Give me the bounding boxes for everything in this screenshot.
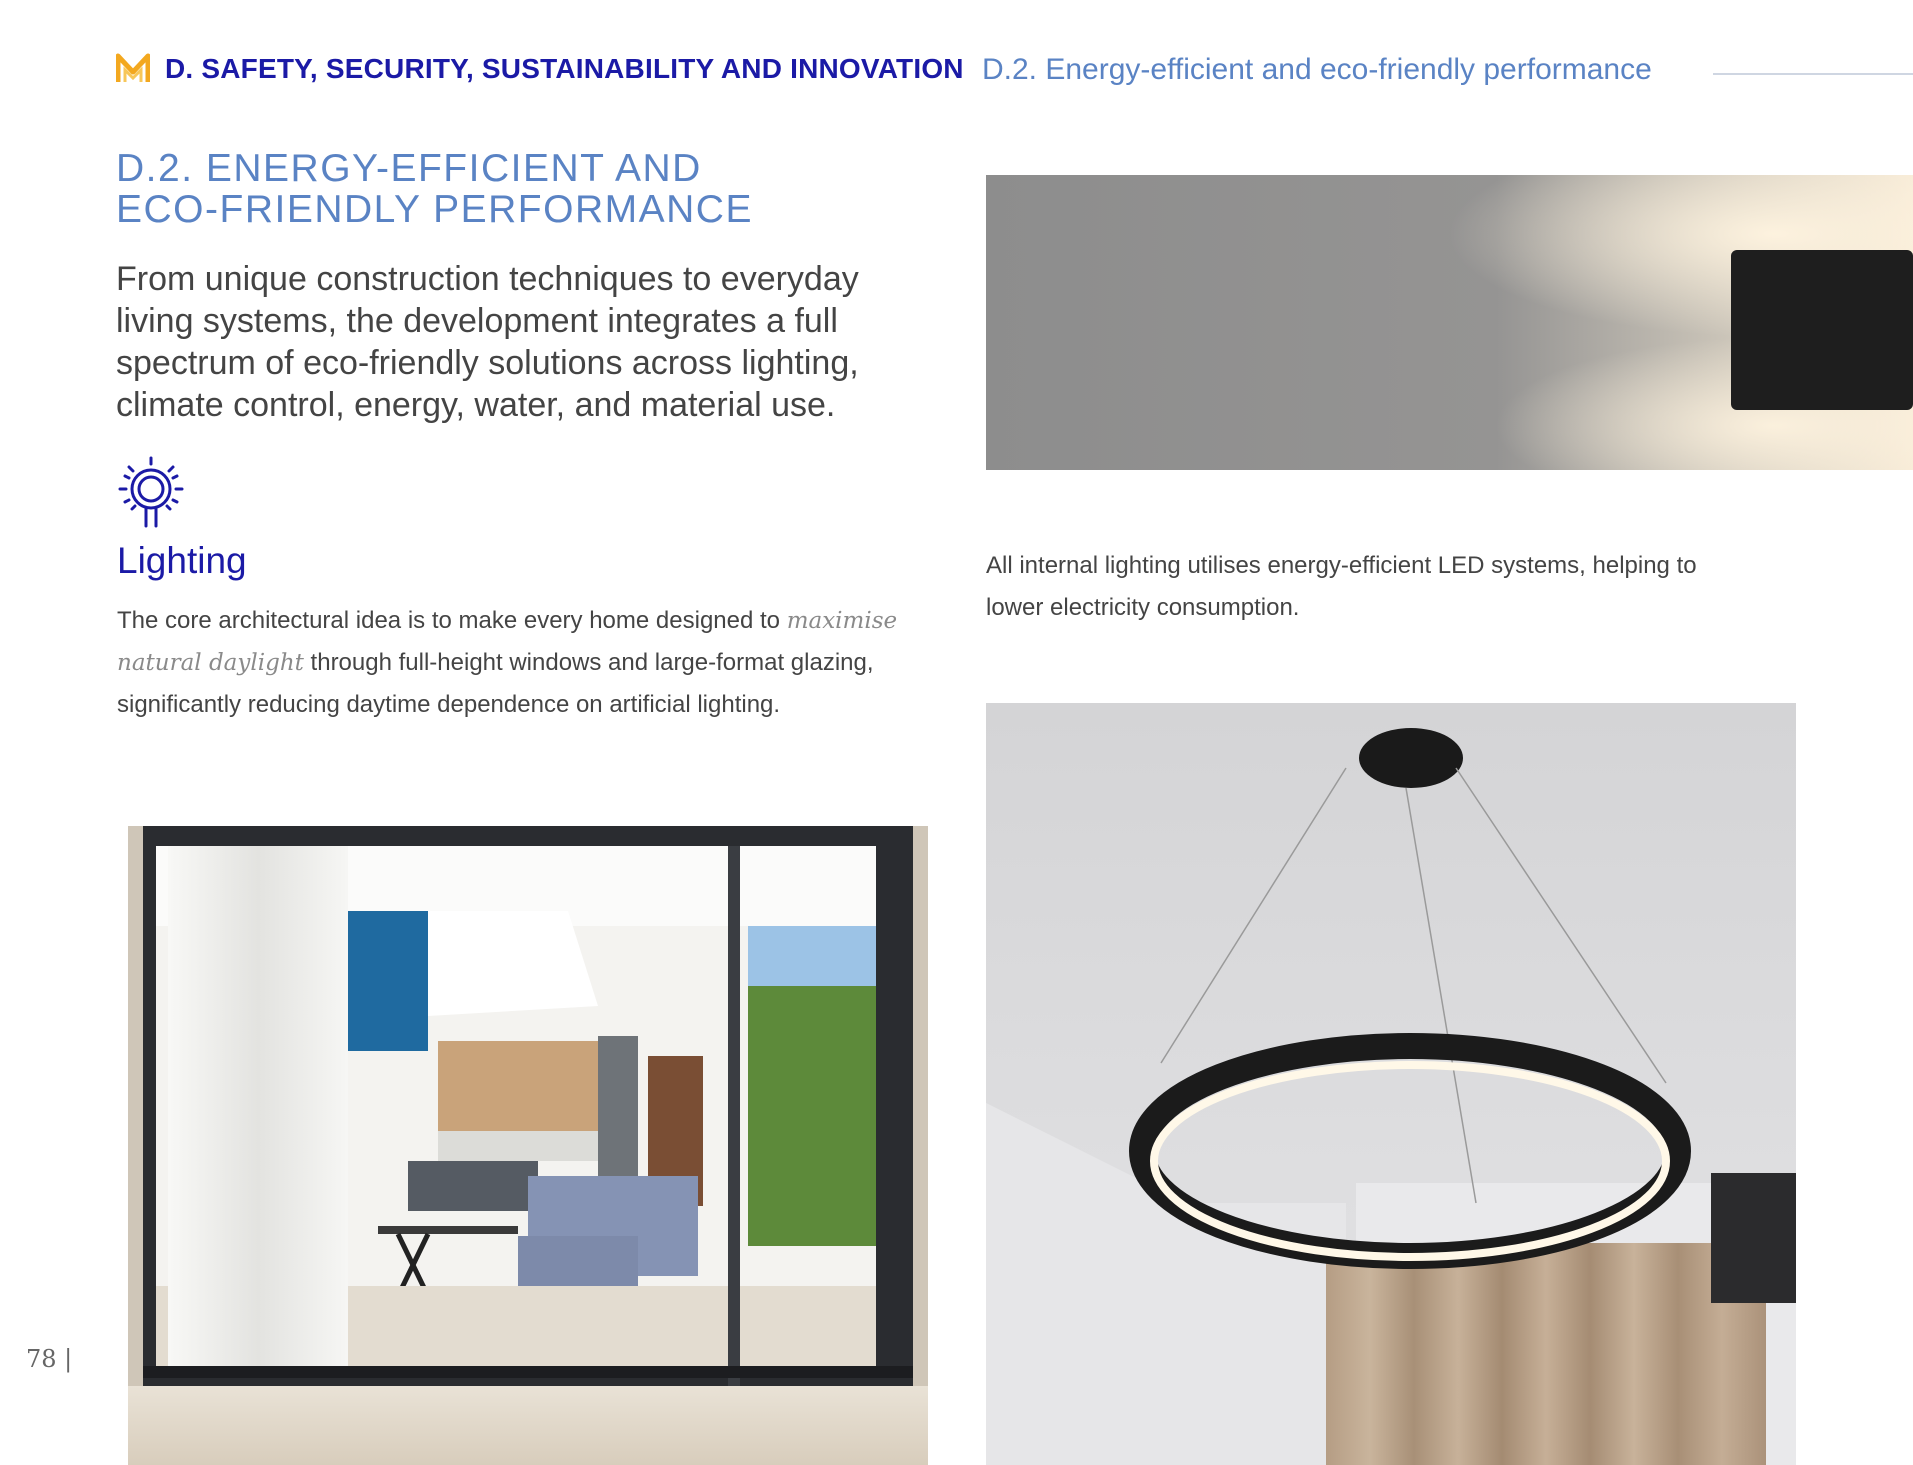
brand-logo <box>116 52 150 86</box>
page-heading: D.2. ENERGY-EFFICIENT AND ECO-FRIENDLY PERFORMANCE <box>116 147 753 231</box>
intro-paragraph: From unique construction techniques to everyday living systems, the development integrates a full spectrum of eco-friendly solutions across lighting, climate control, energy, water, and material use. <box>116 260 859 424</box>
interior-living-room-photo <box>128 826 928 1465</box>
sun-lightbulb-icon <box>118 456 184 528</box>
lighting-text-emphasis: maximise natural daylight <box>117 608 898 676</box>
led-caption: All internal lighting utilises energy-efficient LED systems, helping to lower electricity consumption. <box>986 552 1697 621</box>
header-divider <box>1713 73 1913 75</box>
section-title: D. SAFETY, SECURITY, SUSTAINABILITY AND INNOVATION <box>165 53 964 84</box>
wall-light-photo <box>986 175 1913 470</box>
lighting-text-start: The core architectural idea is to make every home designed to <box>117 607 781 634</box>
lighting-paragraph <box>117 600 927 726</box>
page-number: 78 | <box>26 1345 73 1373</box>
lighting-heading: Lighting <box>117 540 247 581</box>
lighting-text-end: through full-height windows and large-format glazing, significantly reducing daytime dependence on artificial lighting. <box>117 649 874 718</box>
subsection-title: D.2. Energy-efficient and eco-friendly performance <box>982 53 1652 86</box>
ring-pendant-light-photo <box>986 703 1796 1465</box>
